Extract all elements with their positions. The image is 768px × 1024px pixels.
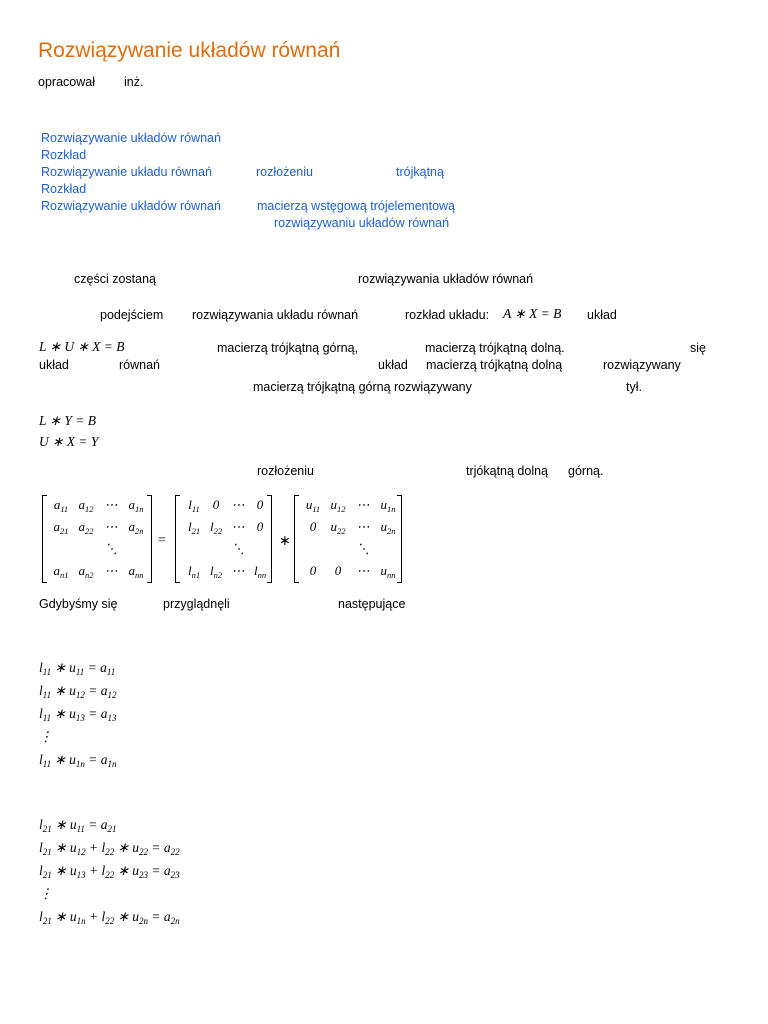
equation-line: $l_{11}$ ∗ $u_{12} = a_{12}$ [39,683,117,700]
text-fragment: układ [39,358,69,372]
text-fragment: macierzą trójkątną górną, [217,341,359,355]
text-fragment: macierzą trójkątną dolną [426,358,563,372]
matrix-cell: $a_{n1}$ [53,563,69,580]
text-fragment: przyglądnęli [163,597,230,611]
matrix-cell: $u_{12}$ [330,497,346,514]
multiply-sign: ∗ [279,534,291,549]
author-label: opracował [38,75,95,89]
text-fragment: rozłożeniu [257,464,314,478]
equation-axb: A ∗ X = B [503,306,562,321]
matrix-a [42,495,152,581]
equation-line: ⋮ [39,886,53,901]
page-title: Rozwiązywanie układów równań [38,39,341,62]
equation-lyb: L ∗ Y = B [39,413,96,428]
author-title: inż. [124,75,144,89]
equals-sign: = [158,533,166,548]
matrix-cell: ⋯ [231,563,245,578]
text-fragment: następujące [338,597,406,611]
matrix-cell: ⋯ [231,519,245,534]
toc-link-5b[interactable]: macierzą wstęgową trójelementową [257,199,456,213]
matrix-cell: $l_{nn}$ [253,563,267,580]
matrix-cell: $l_{21}$ [187,519,201,536]
text-fragment: części zostaną [74,272,156,286]
text-fragment: układ [587,308,617,322]
text-fragment: się [690,341,706,355]
toc-link-4[interactable]: Rozkład [41,182,87,196]
equation-line: $l_{21}$ ∗ $u_{13} + l_{22}$ ∗ $u_{23} = a_{23}$ [39,863,180,880]
matrix-cell: ⋯ [231,497,245,512]
equation-line: $l_{21}$ ∗ $u_{1n} + l_{22}$ ∗ $u_{2n} = a_{2n}$ [39,909,180,926]
equation-uxy: U ∗ X = Y [39,434,99,449]
matrix-cell: 0 [309,563,317,578]
matrix-cell: $a_{11}$ [53,497,69,514]
matrix-cell: $u_{2n}$ [380,519,396,536]
matrix-cell: $a_{n2}$ [78,563,94,580]
equation-line: $l_{21}$ ∗ $u_{11} = a_{21}$ [39,817,117,834]
toc-link-6[interactable]: rozwiązywaniu układów równań [274,216,450,230]
text-fragment: tył. [626,380,642,394]
text-fragment: rozkład układu: [405,308,490,322]
text-fragment: rozwiązywania układu równań [192,308,359,322]
matrix-cell: ⋯ [104,563,118,578]
matrix-cell: $a_{2n}$ [128,519,144,536]
text-fragment: macierzą trójkątną górną rozwiązywany [253,380,472,394]
matrix-cell: ⋯ [356,497,370,512]
matrix-cell: 0 [256,519,264,534]
matrix-cell: $a_{12}$ [78,497,94,514]
matrix-cell: ⋱ [356,541,370,556]
matrix-cell: $l_{n2}$ [209,563,223,580]
text-fragment: układ [378,358,408,372]
toc-link-2[interactable]: Rozkład [41,148,87,162]
text-fragment: podejściem [100,308,164,322]
matrix-cell: $u_{nn}$ [380,563,396,580]
matrix-cell: $u_{22}$ [330,519,346,536]
matrix-cell: $a_{1n}$ [128,497,144,514]
toc-link-3[interactable]: Rozwiązywanie układu równań [41,165,212,179]
matrix-u [294,495,402,581]
toc-link-5[interactable]: Rozwiązywanie układów równań [41,199,221,213]
text-fragment: rozwiązywania układów równań [358,272,534,286]
text-fragment: rozwiązywany [603,358,681,372]
text-fragment: Gdybyśmy się [39,597,118,611]
matrix-cell: 0 [334,563,342,578]
matrix-cell: ⋯ [356,519,370,534]
toc-link-3c[interactable]: trójkątną [396,165,444,179]
matrix-cell: ⋯ [356,563,370,578]
matrix-cell: $a_{nn}$ [128,563,144,580]
matrix-cell: $l_{22}$ [209,519,223,536]
text-fragment: trjókątną dolną [466,464,549,478]
matrix-cell: ⋯ [104,519,118,534]
matrix-bracket-left [175,495,180,583]
matrix-cell: 0 [212,497,220,512]
text-fragment: górną. [568,464,604,478]
matrix-cell: $u_{1n}$ [380,497,396,514]
equation-line: $l_{11}$ ∗ $u_{1n} = a_{1n}$ [39,752,117,769]
matrix-cell: $u_{11}$ [305,497,321,514]
toc-link-3b[interactable]: rozłożeniu [256,165,313,179]
matrix-cell: ⋯ [104,497,118,512]
matrix-bracket-left [42,495,47,583]
matrix-bracket-left [294,495,299,583]
equation-line: ⋮ [39,729,53,744]
matrix-cell: $a_{21}$ [53,519,69,536]
equation-line: $l_{11}$ ∗ $u_{13} = a_{13}$ [39,706,117,723]
matrix-cell: 0 [256,497,264,512]
text-fragment: macierzą trójkątną dolną. [425,341,565,355]
matrix-cell: $l_{n1}$ [187,563,201,580]
toc-link-1[interactable]: Rozwiązywanie układów równań [41,131,221,145]
matrix-cell: $l_{11}$ [188,497,200,514]
matrix-l [175,495,272,581]
matrix-cell: ⋱ [104,541,118,556]
equation-luxb: L ∗ U ∗ X = B [39,339,125,354]
matrix-cell: $a_{22}$ [78,519,94,536]
equation-line: $l_{21}$ ∗ $u_{12} + l_{22}$ ∗ $u_{22} = a_{22}$ [39,840,180,857]
equation-line: $l_{11}$ ∗ $u_{11} = a_{11}$ [39,660,116,677]
text-fragment: równań [119,358,160,372]
matrix-cell: ⋱ [231,541,245,556]
matrix-cell: 0 [309,519,317,534]
